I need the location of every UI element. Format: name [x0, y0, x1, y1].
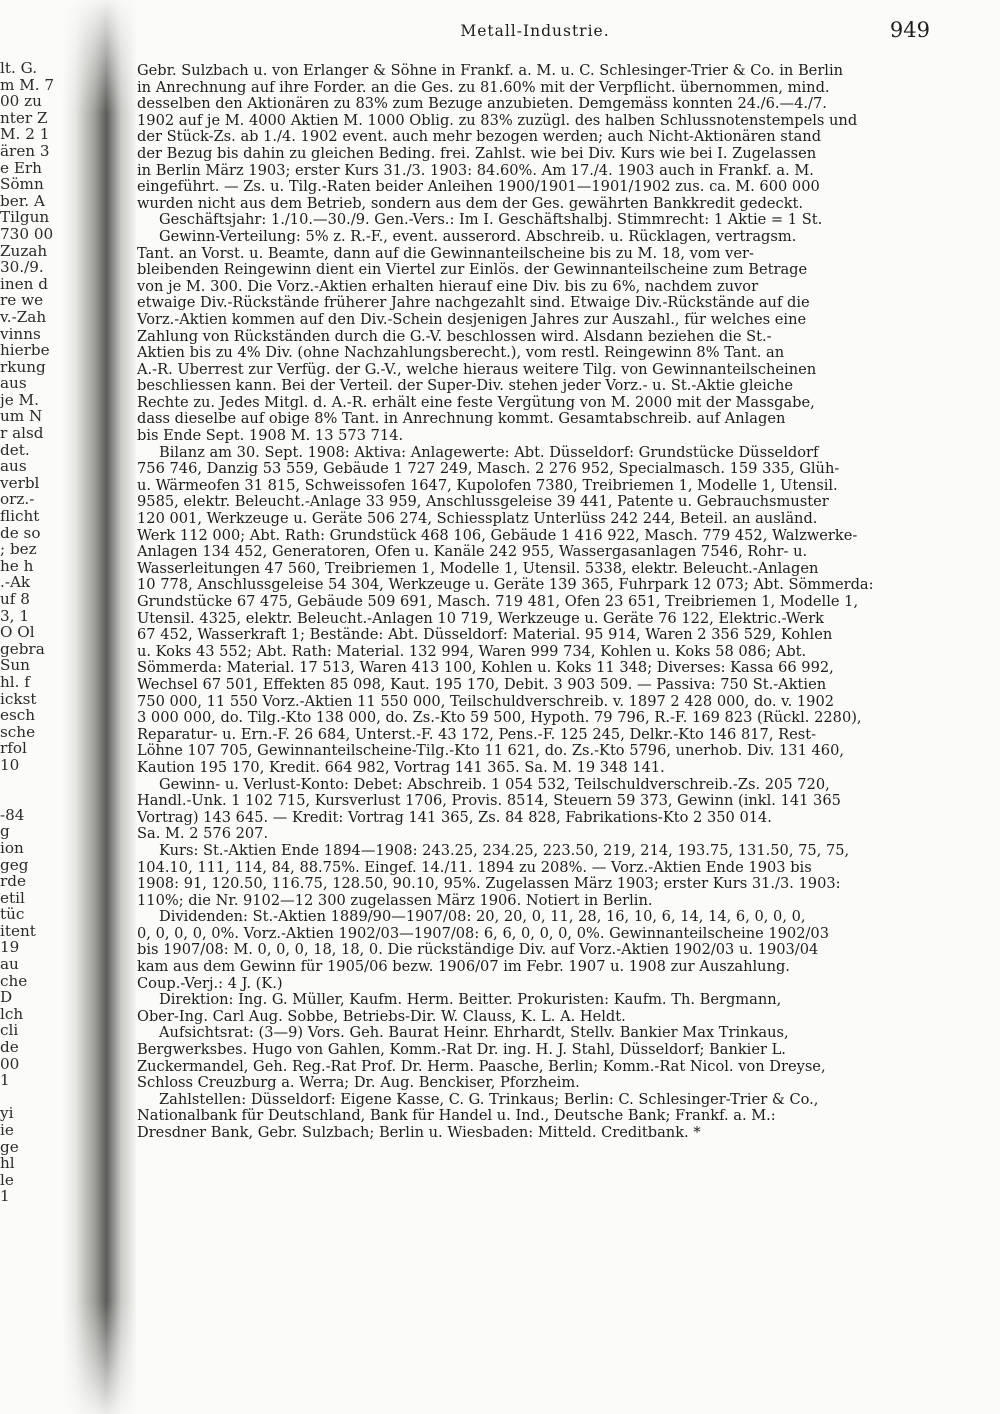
- left-fragment-line: de so: [0, 523, 41, 542]
- left-fragment-line: rde: [0, 872, 26, 891]
- text-line: von je M. 300. Die Vorz.-Aktien erhalten hierauf eine Div. bis zu 6%, nachdem zuvor: [137, 278, 759, 295]
- text-line: Gebr. Sulzbach u. von Erlanger & Söhne in Frankf. a. M. u. C. Schlesinger-Trier & Co. in Berlin: [137, 63, 844, 79]
- text-line: Grundstücke 67 475, Gebäude 509 691, Masch. 719 481, Öfen 23 651, Treibriemen 1, Modelle 1,: [137, 594, 859, 610]
- text-line: 3 000 000, do. Tilg.-Kto 138 000, do. Zs.-Kto 59 500, Hypoth. 79 796, R.-F. 169 823 (Rückl. 2280),: [137, 710, 862, 727]
- left-fragment-line: hierbe: [0, 341, 50, 360]
- text-line: Zahlung von Rückständen durch die G.-V. beschlossen wird. Alsdann beziehen die St.-: [137, 328, 772, 345]
- text-line: bleibenden Reingewinn dient ein Viertel zur Einlös. der Gewinnanteilscheine zum Betrage: [137, 262, 808, 279]
- left-fragment-line: Sun: [0, 656, 30, 675]
- left-fragment-line: 00 zu: [0, 92, 42, 111]
- left-fragment-line: etil: [0, 888, 25, 907]
- text-line: 67 452, Wasserkraft 1; Bestände: Abt. Düsseldorf: Material. 95 914, Waren 2 356 529, Kohlen: [137, 627, 833, 644]
- text-line: Nationalbank für Deutschland, Bank für Handel u. Ind., Deutsche Bank; Frankf. a. M.:: [137, 1108, 776, 1125]
- left-fragment-line: itent: [0, 921, 36, 940]
- text-line: 120 001, Werkzeuge u. Geräte 506 274, Schiessplatz Unterlüss 242 244, Beteil. an ausländ.: [137, 511, 818, 528]
- left-fragment-line: ickst: [0, 689, 37, 708]
- text-line: Rechte zu. Jedes Mitgl. d. A.-R. erhält eine feste Vergütung von M. 2000 mit der Massgabe,: [137, 394, 815, 411]
- left-fragment-line: re we: [0, 291, 44, 310]
- text-line: Wasserleitungen 47 560, Treibriemen 1, Modelle 1, Utensil. 5338, elektr. Beleucht.-Anlagen: [137, 560, 819, 577]
- left-fragment-line: ären 3: [0, 141, 50, 160]
- left-fragment-line: O Ol: [0, 623, 35, 642]
- text-line: Utensil. 4325, elektr. Beleucht.-Anlagen 10 719, Werkzeuge u. Geräte 76 122, Elektric.-Werk: [137, 610, 825, 627]
- text-line: desselben den Aktionären zu 83% zum Bezuge anzubieten. Demgemäss konnten 24./6.—4./7.: [137, 96, 827, 113]
- text-line: 1908: 91, 120.50, 116.75, 128.50, 90.10, 95%. Zugelassen März 1903; erster Kurs 31./3. 1903:: [137, 876, 841, 893]
- text-line: 10 778, Anschlussgeleise 54 304, Werkzeuge u. Geräte 139 365, Fuhrpark 12 073; Abt. Sömmerda:: [137, 577, 874, 594]
- body-text: [137, 63, 932, 1142]
- left-fragment-line: vinns: [0, 324, 41, 343]
- left-fragment-line: cli: [0, 1021, 19, 1040]
- left-fragment-line: rfol: [0, 739, 27, 758]
- text-line: beschliessen kann. Bei der Verteil. der Super-Div. stehen jeder Vorz.- u. St.-Aktie gleiche: [137, 378, 794, 395]
- left-fragment-line: tüc: [0, 905, 25, 924]
- left-fragment-line: he h: [0, 556, 34, 575]
- left-fragment-line: je M.: [0, 390, 39, 409]
- text-line: Handl.-Unk. 1 102 715, Kursverlust 1706, Provis. 8514, Steuern 59 373, Gewinn (inkl. 141 365: [137, 793, 841, 810]
- text-line: Coup.-Verj.: 4 J. (K.): [137, 975, 283, 992]
- left-fragment-line: ; bez: [0, 540, 37, 559]
- left-fragment-line: [0, 790, 62, 807]
- left-fragment-line: au: [0, 955, 19, 974]
- text-line: Dresdner Bank, Gebr. Sulzbach; Berlin u. Wiesbaden: Mitteld. Creditbank. *: [137, 1125, 701, 1141]
- left-fragment-line: geg: [0, 855, 29, 874]
- left-fragment-line: det.: [0, 440, 30, 459]
- left-fragment-line: M. 2 1: [0, 125, 50, 144]
- text-line: Kaution 195 170, Kredit. 664 982, Vortrag 141 365. Sa. M. 19 348 141.: [137, 759, 665, 776]
- left-fragment-line: 19: [0, 938, 20, 957]
- left-fragment-line: le: [0, 1170, 14, 1189]
- text-line: Direktion: Ing. G. Müller, Kaufm. Herm. Beitter. Prokuristen: Kaufm. Th. Bergmann,: [159, 992, 782, 1009]
- text-line: Aktien bis zu 4% Div. (ohne Nachzahlungsberecht.), vom restl. Reingewinn 8% Tant. an: [137, 345, 785, 362]
- left-fragment-line: lch: [0, 1004, 24, 1023]
- left-fragment-line: verbl: [0, 473, 40, 492]
- left-fragment-line: gebra: [0, 639, 45, 658]
- text-line: Geschäftsjahr: 1./10.—30./9. Gen.-Vers.: Im I. Geschäftshalbj. Stimmrecht: 1 Aktie = 1 St.: [159, 212, 823, 229]
- text-line: der Bezug bis dahin zu gleichen Beding. frei. Zahlst. wie bei Div. Kurs wie bei I. Zugelassen: [137, 145, 817, 162]
- text-line: 1902 auf je M. 4000 Aktien M. 1000 Oblig. zu 83% zuzügl. des halben Schlussnotenstempels und: [137, 112, 858, 129]
- left-fragment-line: v.-Zah: [0, 307, 47, 326]
- text-line: 110%; die Nr. 9102—12 300 zugelassen März 1906. Notiert in Berlin.: [137, 892, 653, 909]
- text-line: 104.10, 111, 114, 84, 88.75%. Eingef. 14./11. 1894 zu 208%. — Vorz.-Aktien Ende 1903 bis: [137, 859, 812, 876]
- left-fragment-line: [0, 774, 62, 791]
- text-line: in Berlin März 1903; erster Kurs 31./3. 1903: 84.60%. Am 17./4. 1903 auch in Frankf. a. M.: [137, 162, 814, 179]
- text-line: kam aus dem Gewinn für 1905/06 bezw. 1906/07 im Febr. 1907 u. 1908 zur Auszahlung.: [137, 959, 790, 976]
- left-fragment-line: hl: [0, 1154, 15, 1173]
- left-fragment-line: ber. A: [0, 191, 45, 210]
- left-fragment-line: 00: [0, 1054, 20, 1073]
- left-fragment-line: e Erh: [0, 158, 42, 177]
- text-line: in Anrechnung auf ihre Forder. an die Ges. zu 81.60% mit der Verpflicht. übernommen, mind.: [137, 79, 830, 96]
- running-title: Metall-Industrie.: [460, 22, 610, 40]
- text-line: Wechsel 67 501, Effekten 85 098, Kaut. 195 170, Debit. 3 903 509. — Passiva: 750 St.-Aktien: [137, 676, 827, 693]
- text-line: u. Wärmeofen 31 815, Schweissofen 1647, Kupolofen 7380, Treibriemen 1, Modelle 1, Utensil.: [137, 477, 838, 494]
- text-line: Schloss Creuzburg a. Werra; Dr. Aug. Benckiser, Pforzheim.: [137, 1075, 580, 1092]
- text-line: 756 746, Danzig 53 559, Gebäude 1 727 249, Masch. 2 276 952, Specialmasch. 159 335, Glüh-: [137, 461, 840, 478]
- text-line: 750 000, 11 550 Vorz.-Aktien 11 550 000, Teilschuldverschreib. v. 1897 2 428 000, do. v. 1902: [137, 693, 835, 710]
- text-line: wurden nicht aus dem Betrieb, sondern aus dem der Ges. gewährten Bankkredit gedeckt.: [137, 195, 804, 212]
- text-line: Gewinn-Verteilung: 5% z. R.-F., event. ausserord. Abschreib. u. Rücklagen, vertragsm.: [159, 228, 797, 245]
- text-line: Anlagen 134 452, Generatoren, Öfen u. Kanäle 242 955, Wassergasanlagen 7546, Rohr- u.: [137, 544, 808, 561]
- left-fragment-line: 10: [0, 755, 20, 774]
- text-line: bis 1907/08: M. 0, 0, 0, 18, 18, 0. Die rückständige Div. auf Vorz.-Aktien 1902/03 u. 1903/04: [137, 942, 819, 959]
- left-fragment-line: 3, 1: [0, 606, 29, 625]
- text-line: Bilanz am 30. Sept. 1908: Aktiva: Anlagewerte: Abt. Düsseldorf: Grundstücke Düsseldorf: [159, 444, 819, 461]
- text-line: Tant. an Vorst. u. Beamte, dann auf die Gewinnanteilscheine bis zu M. 18, vom ver-: [137, 245, 754, 262]
- left-fragment-line: de: [0, 1038, 19, 1057]
- left-fragment-line: r alsd: [0, 424, 44, 443]
- left-fragment-line: sche: [0, 722, 36, 741]
- text-line: der Stück-Zs. ab 1./4. 1902 event. auch mehr bezogen werden; auch Nicht-Aktionären stand: [137, 129, 822, 146]
- left-fragment-line: flicht: [0, 507, 40, 526]
- left-fragment-line: aus: [0, 374, 27, 393]
- left-fragment-line: [0, 1089, 62, 1106]
- left-fragment-line: yi: [0, 1104, 14, 1123]
- left-fragment-line: nter Z: [0, 108, 48, 127]
- text-line: Zahlstellen: Düsseldorf: Eigene Kasse, C. G. Trinkaus; Berlin: C. Schlesinger-Trier & Co.,: [159, 1091, 819, 1108]
- text-line: Kurs: St.-Aktien Ende 1894—1908: 243.25, 234.25, 223.50, 219, 214, 193.75, 131.50, 75, 75,: [159, 842, 850, 859]
- left-fragment-line: ge: [0, 1137, 19, 1156]
- page-number: 949: [889, 18, 930, 42]
- left-fragment-line: inen d: [0, 274, 48, 293]
- left-fragment-line: 30./9.: [0, 258, 44, 277]
- left-fragment-line: m M. 7: [0, 75, 55, 94]
- left-fragment-line: uf 8: [0, 590, 30, 608]
- left-fragment-line: ion: [0, 838, 24, 857]
- left-fragment-line: hl. f: [0, 672, 30, 691]
- text-line: bis Ende Sept. 1908 M. 13 573 714.: [137, 428, 404, 445]
- left-fragment-line: esch: [0, 706, 36, 725]
- text-line: 0, 0, 0, 0, 0%. Vorz.-Aktien 1902/03—1907/08: 6, 6, 0, 0, 0, 0%. Gewinnanteilscheine 1902/03: [137, 925, 829, 942]
- left-fragment-line: 730 00: [0, 224, 54, 243]
- text-line: 9585, elektr. Beleucht.-Anlage 33 959, Anschlussgeleise 39 441, Patente u. Gebrauchsmuster: [137, 494, 829, 511]
- left-fragment-line: Sömn: [0, 175, 44, 194]
- text-line: Vorz.-Aktien kommen auf den Div.-Schein desjenigen Jahres zur Auszahl., für welches eine: [137, 311, 807, 328]
- left-fragment-line: 1: [0, 1071, 10, 1090]
- text-line: Werk 112 000; Abt. Rath: Grundstück 468 106, Gebäude 1 416 922, Masch. 779 452, Walzwerke-: [137, 527, 858, 544]
- left-fragment-line: rkung: [0, 357, 46, 376]
- left-fragment-line: orz.-: [0, 490, 35, 509]
- left-page-fragment: [0, 60, 62, 1360]
- left-fragment-line: Tilgun: [0, 208, 50, 227]
- left-fragment-line: um N: [0, 407, 43, 426]
- text-line: etwaige Div.-Rückstände früherer Jahre nachgezahlt sind. Etwaige Div.-Rückstände auf die: [137, 295, 810, 312]
- text-line: Vortrag) 143 645. — Kredit: Vortrag 141 365, Zs. 84 828, Fabrikations-Kto 2 350 014.: [137, 809, 772, 826]
- text-line: Dividenden: St.-Aktien 1889/90—1907/08: 20, 20, 0, 11, 28, 16, 10, 6, 14, 14, 6, 0, 0, 0,: [159, 909, 806, 926]
- left-fragment-line: 1: [0, 1187, 10, 1206]
- text-line: Sömmerda: Material. 17 513, Waren 413 100, Kohlen u. Koks 11 348; Diverses: Kassa 66 992,: [137, 660, 834, 677]
- left-fragment-line: Zuzah: [0, 241, 48, 260]
- left-fragment-line: lt. G.: [0, 60, 38, 77]
- left-fragment-line: che: [0, 971, 28, 990]
- text-line: Aufsichtsrat: (3—9) Vors. Geh. Baurat Heinr. Ehrhardt, Stellv. Bankier Max Trinkaus,: [159, 1025, 789, 1042]
- text-line: Löhne 107 705, Gewinnanteilscheine-Tilg.-Kto 11 621, do. Zs.-Kto 5796, unerhob. Div. 131 460,: [137, 743, 845, 760]
- left-fragment-line: .-Ak: [0, 573, 31, 592]
- text-line: Gewinn- u. Verlust-Konto: Debet: Abschreib. 1 054 532, Teilschuldverschreib.-Zs. 205 720,: [159, 776, 830, 793]
- text-line: A.-R. Überrest zur Verfüg. der G.-V., welche hieraus weitere Tilg. von Gewinnanteilscheinen: [137, 361, 817, 378]
- running-head: [140, 18, 930, 44]
- gutter-shadow: [62, 0, 136, 1414]
- text-line: Ober-Ing. Carl Aug. Sobbe, Betriebs-Dir. W. Clauss, K. L. A. Heldt.: [137, 1008, 626, 1025]
- text-line: Zuckermandel, Geh. Reg.-Rat Prof. Dr. Herm. Paasche, Berlin; Komm.-Rat Nicol. von Dreyse,: [137, 1058, 826, 1075]
- text-line: u. Koks 43 552; Abt. Rath: Material. 132 994, Waren 999 734, Kohlen u. Koks 58 086; Abt.: [137, 643, 807, 660]
- left-fragment-line: aus: [0, 457, 27, 476]
- text-line: Bergwerksbes. Hugo von Gahlen, Komm.-Rat Dr. ing. H. J. Stahl, Düsseldorf; Bankier L.: [137, 1042, 786, 1059]
- text-line: Sa. M. 2 576 207.: [137, 826, 269, 843]
- text-line: eingeführt. — Zs. u. Tilg.-Raten beider Anleihen 1900/1901—1901/1902 zus. ca. M. 600 000: [137, 179, 820, 196]
- left-fragment-line: ie: [0, 1121, 14, 1139]
- text-line: dass dieselbe auf obige 8% Tant. in Anrechnung kommt. Gesamtabschreib. auf Anlagen: [137, 411, 786, 428]
- left-fragment-line: -84: [0, 805, 25, 824]
- left-fragment-line: g: [0, 822, 10, 841]
- text-line: Reparatur- u. Ern.-F. 26 684, Unterst.-F. 43 172, Pens.-F. 125 245, Delkr.-Kto 146 817, Rest-: [137, 726, 817, 743]
- left-fragment-line: D: [0, 988, 13, 1007]
